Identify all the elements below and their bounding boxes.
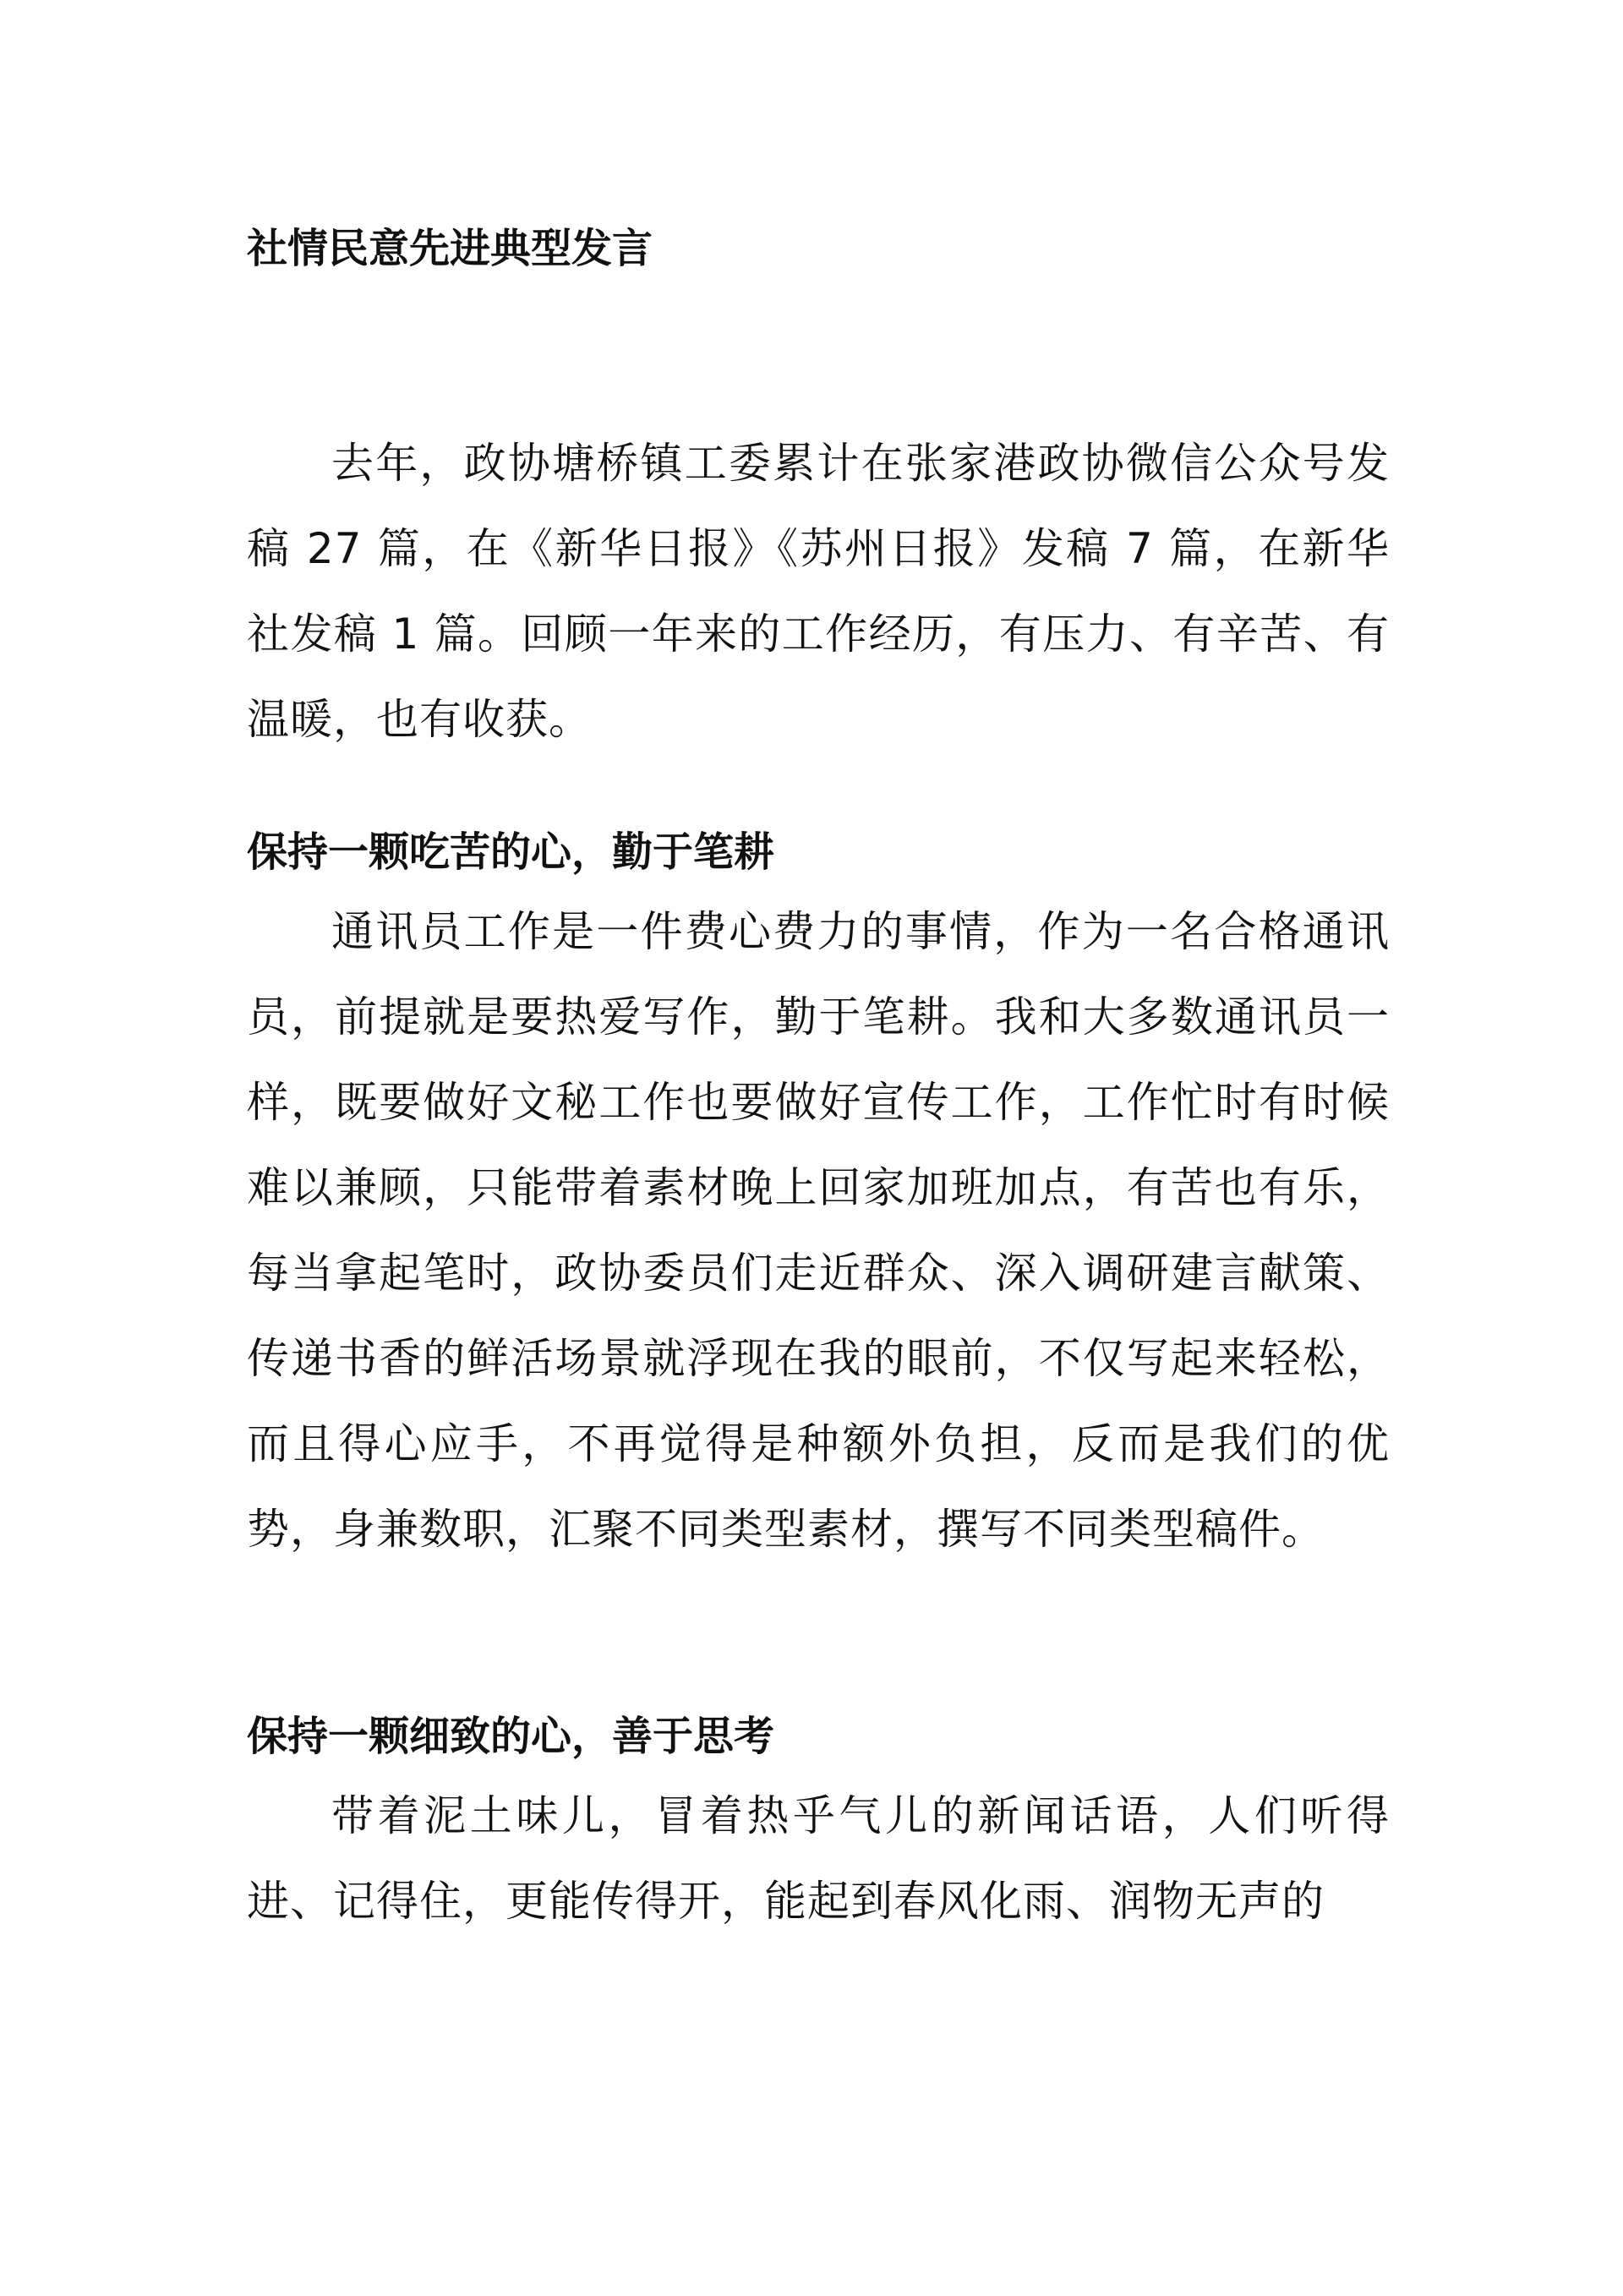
section-body-careful: 带着泥土味儿，冒着热乎气儿的新闻话语，人们听得进、记得住，更能传得开，能起到春风化雨、润物无声的	[247, 1791, 1390, 1926]
section-body-hardwork: 通讯员工作是一件费心费力的事情，作为一名合格通讯员，前提就是要热爱写作，勤于笔耕。我和大多数通讯员一样，既要做好文秘工作也要做好宣传工作，工作忙时有时候难以兼顾，只能带着素材晚上回家加班加点，有苦也有乐，每当拿起笔时，政协委员们走近群众、深入调研建言献策、传递书香的鲜活场景就浮现在我的眼前，不仅写起来轻松，而且得心应手，不再觉得是种额外负担，反而是我们的优势，身兼数职，汇聚不同类型素材，撰写不同类型稿件。	[247, 907, 1390, 1554]
section-heading-careful: 保持一颗细致的心，善于思考	[247, 1713, 775, 1760]
section-heading-hardwork: 保持一颗吃苦的心，勤于笔耕	[247, 828, 775, 876]
intro-paragraph: 去年，政协塘桥镇工委累计在张家港政协微信公众号发稿 27 篇，在《新华日报》《苏州日报》发稿 7 篇，在新华社发稿 1 篇。回顾一年来的工作经历，有压力、有辛苦、有温暖，也有收获。	[247, 439, 1390, 744]
document-content	[247, 221, 1390, 1944]
document-title: 社情民意先进典型发言	[247, 225, 653, 272]
